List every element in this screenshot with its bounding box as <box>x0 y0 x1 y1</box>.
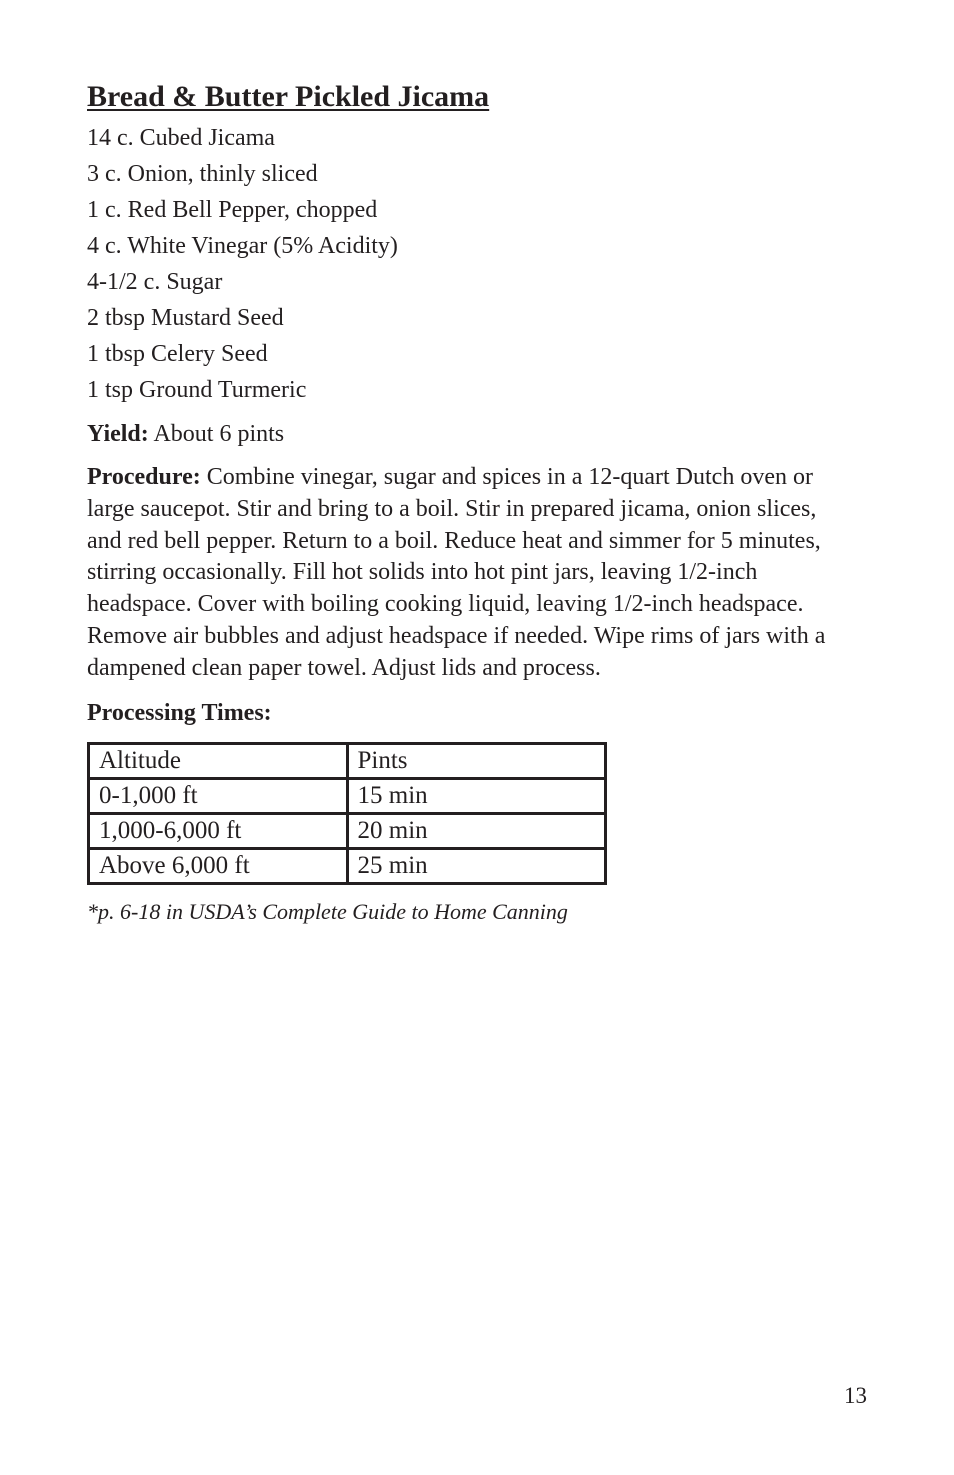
table-row <box>89 813 606 848</box>
table-cell: 1,000-6,000 ft <box>89 813 348 848</box>
table-cell: 20 min <box>347 813 606 848</box>
table-cell: Above 6,000 ft <box>89 848 348 883</box>
ingredient-item: 1 tsp Ground Turmeric <box>87 377 307 403</box>
ingredient-item: 2 tbsp Mustard Seed <box>87 305 284 331</box>
table-header-row <box>89 743 606 778</box>
page-number: 13 <box>844 1383 867 1408</box>
table-row <box>89 848 606 883</box>
table-cell: 25 min <box>347 848 606 883</box>
table-cell: 15 min <box>347 778 606 813</box>
yield-value: About 6 pints <box>148 421 285 447</box>
ingredient-item: 3 c. Onion, thinly sliced <box>87 161 318 187</box>
table-cell: 0-1,000 ft <box>89 778 348 813</box>
yield-line <box>87 418 867 450</box>
table-header-cell: Pints <box>347 743 606 778</box>
ingredient-item: 1 tbsp Celery Seed <box>87 341 268 367</box>
table-header-cell: Altitude <box>89 743 348 778</box>
table-row <box>89 778 606 813</box>
processing-times-table <box>87 742 607 885</box>
recipe-title: Bread & Butter Pickled Jicama <box>87 80 490 113</box>
yield-label: Yield: <box>87 421 149 447</box>
processing-times-heading: Processing Times: <box>87 699 272 726</box>
footnote: *p. 6-18 in USDA’s Complete Guide to Home Canning <box>87 898 568 924</box>
ingredient-item: 4 c. White Vinegar (5% Acidity) <box>87 233 398 259</box>
ingredient-item: 4-1/2 c. Sugar <box>87 269 223 295</box>
ingredient-list <box>87 120 867 408</box>
ingredient-item: 1 c. Red Bell Pepper, chopped <box>87 197 378 223</box>
procedure-label: Procedure: <box>87 464 201 490</box>
procedure-text: Combine vinegar, sugar and spices in a 12-quart Dutch oven or large saucepot. Stir and bring to a boil. Stir in prepared jicama, onion slices, and red bell pepper. Return to a boil. Reduce heat and simmer for 5 minutes, stirring occasionally. Fill hot solids into hot pint jars, leaving 1/2-inch headspace. Cover with boiling cooking liquid, leaving 1/2-inch headspace. Remove air bubbles and adjust headspace if needed. Wipe rims of jars with a dampened clean paper towel. Adjust lids and process. <box>87 464 826 681</box>
recipe-page <box>87 78 867 927</box>
ingredient-item: 14 c. Cubed Jicama <box>87 125 275 151</box>
procedure-paragraph <box>87 462 857 685</box>
